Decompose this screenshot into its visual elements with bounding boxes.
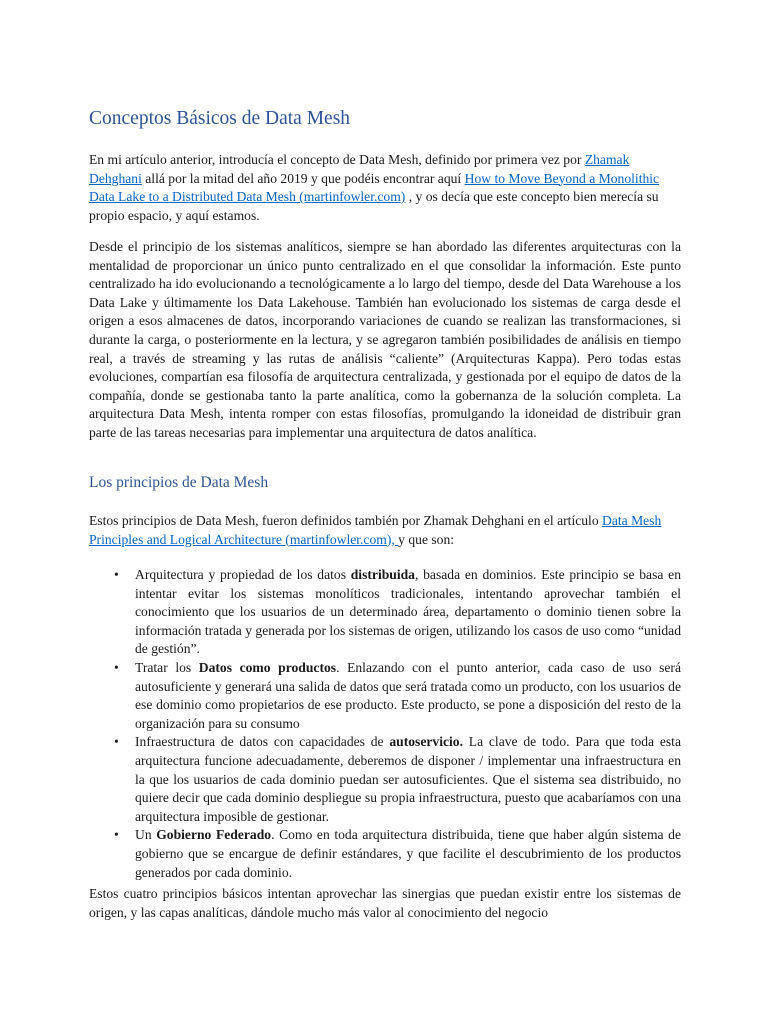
list-item [89,566,681,659]
history-paragraph: Desde el principio de los sistemas analíticos, siempre se han abordado las diferentes arquitecturas con la mentalidad de proporcionar un único punto centralizado en el que consolidar la información. Este punto centralizado ha ido evolucionando a tecnológicamente a lo largo del tiempo, desde del Data Warehouse a los Data Lake y últimamente los Data Lakehouse. También han evolucionado los sistemas de carga desde el origen a esos almacenes de datos, incorporando variaciones de cuando se realizan las transformaciones, si durante la carga, o posteriormente en la lectura, y se agregaron también posibilidades de análisis en tiempo real, a través de streaming y las rutas de análisis “caliente” (Arquitecturas Kappa). Pero todas estas evoluciones, compartían esa filosofía de arquitectura centralizada, y gestionada por el equipo de datos de la compañía, donde se gestionaba tanto la parte analítica, como la gobernanza de la solución completa. La arquitectura Data Mesh, intenta romper con estas filosofías, promulgando la idoneidad de distribuir gran parte de las tareas necesarias para implementar una arquitectura de datos analítica. [89,239,681,440]
closing-paragraph: Estos cuatro principios básicos intentan aprovechar las sinergias que puedan existir entre los sistemas de origen, y las capas analíticas, dándole mucho más valor al conocimiento del negocio [89,886,681,920]
list-item-text-after: La clave de todo. Para que toda esta arquitectura funcione adecuadamente, deberemos de disponer / implementar una infraestructura en la que los usuarios de cada dominio puedan ser autosuficientes. Que el sistema sea distribuido, no quiere decir que cada dominio despliegue su propia infraestructura, puesto que acabaríamos con una arquitectura imposible de gestionar. [135,734,681,824]
list-item-text-before: Un [135,827,157,843]
list-item-bold: Gobierno Federado [156,827,272,843]
list-item-text-before: Infraestructura de datos con capacidades de [135,734,390,750]
list-item [89,733,681,826]
bullet-glyph: • [114,567,119,582]
list-item-bold: distribuida [350,567,415,582]
article-link[interactable]: How to Move Beyond a Monolithic Data Lake to a Distributed Data Mesh (martinfowler.com) [89,170,660,205]
list-item-text-after: . Enlazando con el punto anterior, cada caso de uso será autosuficiente y generará una salida de datos que será tratada como un producto, con los usuarios de ese dominio como propietarios de ese producto. Este producto, se pone a disposición del resto de la organización para su consumo [135,659,681,731]
list-item [89,659,681,733]
list-item-text-before: Arquitectura y propiedad de los datos [135,567,351,582]
intro-text-b: allá por la mitad del año 2019 y que podéis encontrar aquí [141,170,465,186]
list-item [89,826,681,882]
principles-heading: Los principios de Data Mesh [89,474,269,491]
principles-intro-text-b: y que son: [398,531,455,547]
author-link[interactable]: Zhamak Dehghani [89,152,630,186]
principles-intro-text-a: Estos principios de Data Mesh, fueron definidos también por Zhamak Dehghani en el artículo [89,513,603,528]
bullet-glyph: • [114,827,119,843]
principles-intro-paragraph [89,512,681,549]
list-item-text-before: Tratar los [135,659,199,675]
principles-article-link[interactable]: Data Mesh Principles and Logical Architecture (martinfowler.com), [89,513,662,547]
intro-text-a: En mi artículo anterior, introducía el concepto de Data Mesh, definido por primera vez por [89,152,585,167]
bullet-glyph: • [114,734,119,750]
list-item-text-after: , basada en dominios. Este principio se basa en intentar evitar los sistemas monolíticos tradicionales, intentando aprovechar también el conocimiento que los usuarios de un determinado área, departamento o dominio tienen sobre la información tratada y generada por los sistemas de origen, utilizando los casos de uso como “unidad de gestión”. [135,567,681,657]
list-item-bold: Datos como productos [198,659,337,675]
principles-list [89,566,681,882]
page-title: Conceptos Básicos de Data Mesh [89,108,351,129]
list-item-text-after: . Como en toda arquitectura distribuida, tiene que haber algún sistema de gobierno que se encargue de definir estándares, y que facilite el descubrimiento de los productos generados por cada dominio. [135,827,682,880]
intro-paragraph [89,151,681,225]
list-item-bold: autoservicio. [389,734,463,750]
bullet-glyph: • [114,659,119,675]
intro-text-c: , y os decía que este concepto bien merecía su propio espacio, y aquí estamos. [89,189,659,223]
